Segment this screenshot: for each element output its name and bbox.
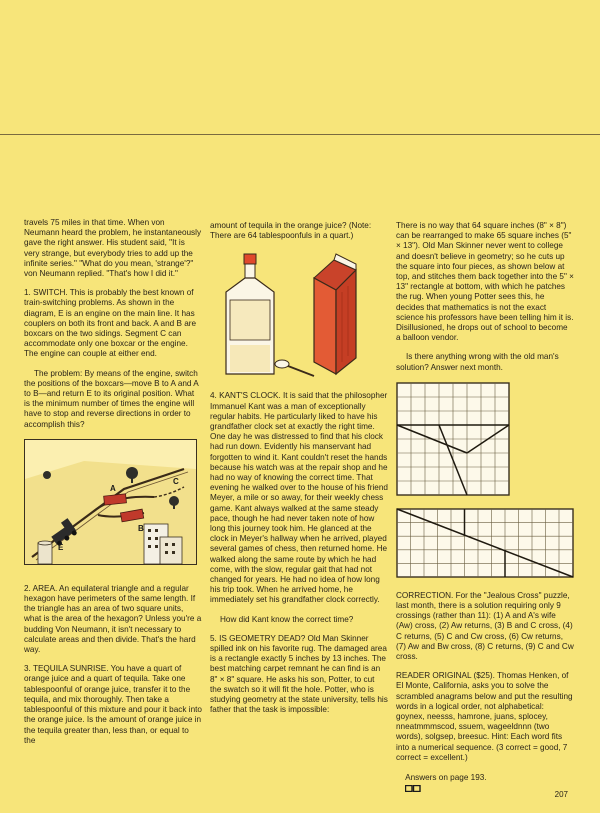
paragraph: amount of tequila in the orange juice? (Note: There are 64 tablespoonfuls in a quart.) bbox=[210, 221, 374, 241]
column-2 bbox=[210, 221, 391, 725]
puzzle-area: 2. AREA. An equilateral triangle and a regular hexagon have perimeters of the same length. If the triangle has an area of two square units, what is the area of the hexagon? Unless you're a budding Von Neumann, it isn't necessary to calculate areas and then divide. That's the hard way. bbox=[24, 583, 204, 655]
reader-original: READER ORIGINAL ($25). Thomas Henken, of El Monte, California, asks you to solve the scrambled anagrams below and put the resulting words in a logical order, not alphabetical: goynex, neesss, hamrone, juans, splocey, nneatmmmscod, ssuem, wageeldnnn (two words), solgsep, breesuc. Hint: Each word fits into a numerical sequence. (3 correct = good, 7 correct = excellent.) bbox=[396, 671, 575, 762]
answers-note-text: Answers on page 193. bbox=[405, 773, 487, 783]
tablespoon-icon bbox=[275, 360, 314, 376]
label-e: E bbox=[58, 542, 64, 552]
answers-note bbox=[396, 763, 574, 804]
square-and-rectangle-diagram bbox=[396, 382, 574, 582]
puzzle-switch-problem: The problem: By means of the engine, switch the positions of the boxcars—move B to A and A to B—and return E to its original position. What is the minimum number of times the engine will have to stop and reverse directions in order to accomplish this? bbox=[24, 368, 201, 429]
label-b: B bbox=[138, 523, 144, 533]
paragraph: travels 75 miles in that time. When von Neumann heard the problem, he instantaneously gave the right answer. His student said, "It is very strange, but everybody tries to add up the infinite series." "What do you mean, 'strange'?" von Neumann replied. "That's how I did it." bbox=[24, 218, 204, 279]
train-switch-diagram bbox=[24, 439, 202, 575]
correction: CORRECTION. For the "Jealous Cross" puzzle, last month, there is a solution requiring only 9 crossings (rather than 11): (1) A and A's wife (Aw) cross, (2) Aw returns, (3) B and C cross, (4) C returns, (5) C and Cw cross, (6) Cw returns, (7) Aw and Bw cross, (8) C returns, (9) C and Cw cross. bbox=[396, 590, 577, 662]
tequila-bottle-icon bbox=[226, 254, 274, 374]
puzzle-kants-clock-question: How did Kant know the correct time? bbox=[220, 614, 354, 624]
square-grid bbox=[397, 383, 509, 495]
top-rule bbox=[0, 134, 600, 135]
rectangle-grid bbox=[397, 509, 573, 577]
bottle-and-carton-illustration bbox=[210, 250, 388, 382]
paragraph-question: Is there anything wrong with the old man's solution? Answer next month. bbox=[396, 352, 561, 372]
puzzle-switch: 1. SWITCH. This is probably the best known of train-switching problems. As shown in the diagram, E is an engine on the main line. It has couplers on both its front and back. A and B are boxcars on the two sidings. Segment C can accommodate only one boxcar or the engine. The engine can couple at either end. bbox=[24, 288, 199, 359]
puzzle-tequila: 3. TEQUILA SUNRISE. You have a quart of orange juice and a quart of tequila. Take one tablespoonful of orange juice, transfer it to the tequila, and mix thoroughly. Then take a tablespoonful of this mixture and pour it back into the orange juice. Is the amount of orange juice in the tequila greater than, less than, or equal to the bbox=[24, 664, 205, 745]
end-mark-icon bbox=[405, 785, 421, 792]
puzzle-geometry: 5. IS GEOMETRY DEAD? Old Man Skinner spilled ink on his favorite rug. The damaged area is a rectangle exactly 5 inches by 13 inches. The best matching carpet remnant he can find is an 8" × 8" square. He asks his son, Potter, to cut the swatch so it will fit the hole. Potter, who is studying geometry at the state university, tells his father that the task is impossible: bbox=[210, 633, 391, 715]
paragraph: There is no way that 64 square inches (8" × 8") can be rearranged to make 65 square inches (5" × 13"). Old Man Skinner never went to college and doesn't believe in geometry; so he cuts up the square into four pieces, as shown below at top, and stitches them back together into the 5" × 13" rectangle at bottom, with which he patches the rug. When young Potter sees this, he decides that mathematics is not the exact science his professors have been telling him it is. Disillusioned, he drops out of school to become a balloon vendor. bbox=[396, 221, 577, 343]
column-1 bbox=[24, 218, 205, 755]
puzzle-kants-clock: 4. KANT'S CLOCK. It is said that the philosopher Immanuel Kant was a man of exceptionally regular habits. He particularly liked to have his grandfather clock set at exactly the right time. One day he was distressed to find that his clock had run down. Evidently his manservant had forgotten to wind it. Kant couldn't reset the hands because his watch was at the repair shop and he had no way of knowing the correct time. That evening he walked over to the house of his friend Meyer, a mile or so away, for their weekly chess game. Kant always walked at the same steady pace, though he had never taken note of how long this journey took him. He glanced at the clock in Meyer's hallway when he arrived, played several games of chess, then returned home. He walked along the same route by which he had come, with the slow, regular gait that had not changed for years. He had no idea of how long his trip took. When he arrived home, he immediately set his grandfather clock correctly. bbox=[210, 391, 391, 605]
orange-juice-carton-icon bbox=[314, 254, 356, 374]
label-c: C bbox=[173, 476, 179, 486]
page-number: 207 bbox=[554, 790, 568, 799]
label-a: A bbox=[110, 483, 116, 493]
column-3 bbox=[396, 221, 577, 813]
